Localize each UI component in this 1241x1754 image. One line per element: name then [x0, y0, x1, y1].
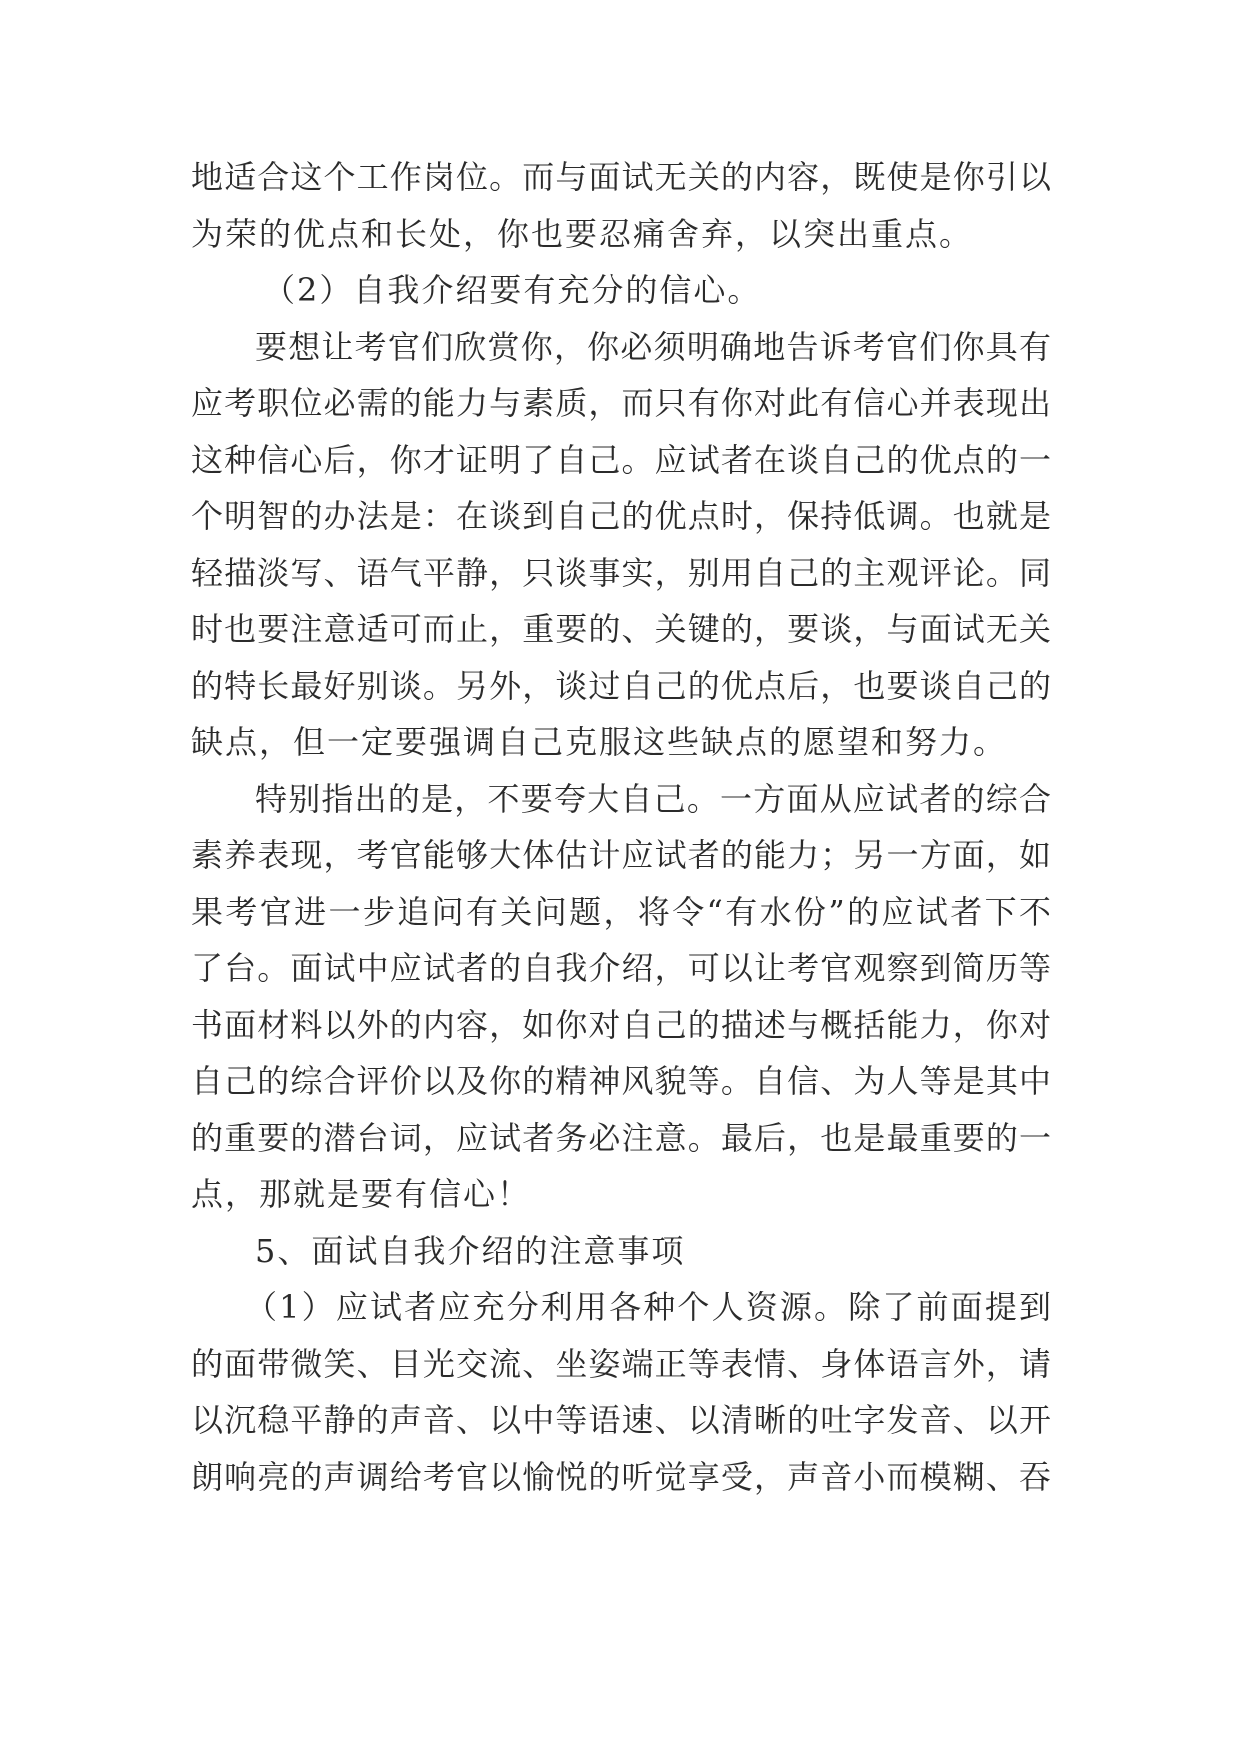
text-line: 要想让考官们欣赏你，你必须明确地告诉考官们你具有 — [255, 327, 1051, 366]
text-line: 个明智的办法是：在谈到自己的优点时，保持低调。也就是 — [191, 497, 1051, 535]
text-line: 朗响亮的声调给考官以愉悦的听觉享受，声音小而模糊、吞 — [191, 1457, 1051, 1496]
text-line: 果考官进一步追问有关问题，将令“有水份”的应试者下不 — [191, 892, 1051, 931]
text-line: 轻描淡写、语气平静，只谈事实，别用自己的主观评论。同 — [191, 553, 1051, 592]
text-line: （1）应试者应充分利用各种个人资源。除了前面提到 — [245, 1288, 1051, 1326]
text-line: 以沉稳平静的声音、以中等语速、以清晰的吐字发音、以开 — [191, 1401, 1051, 1439]
text-line: 的重要的潜台词，应试者务必注意。最后，也是最重要的一 — [191, 1118, 1051, 1157]
text-line: 自己的综合评价以及你的精神风貌等。自信、为人等是其中 — [191, 1062, 1051, 1100]
text-line: 地适合这个工作岗位。而与面试无关的内容，既使是你引以 — [191, 158, 1051, 196]
text-line: 点，那就是要有信心！ — [191, 1175, 532, 1213]
text-line: 为荣的优点和长处，你也要忍痛舍弃，以突出重点。 — [191, 214, 974, 253]
text-line: 应考职位必需的能力与素质，而只有你对此有信心并表现出 — [191, 384, 1051, 422]
text-line: 这种信心后，你才证明了自己。应试者在谈自己的优点的一 — [191, 440, 1051, 479]
text-line: 了台。面试中应试者的自我介绍，可以让考官观察到简历等 — [191, 949, 1051, 987]
document-body — [191, 149, 1051, 1505]
text-line: 特别指出的是，不要夸大自己。一方面从应试者的综合 — [255, 779, 1051, 818]
text-line: 缺点，但一定要强调自己克服这些缺点的愿望和努力。 — [191, 723, 1008, 761]
text-line: 素养表现，考官能够大体估计应试者的能力；另一方面，如 — [191, 836, 1051, 874]
text-line: 的特长最好别谈。另外，谈过自己的优点后，也要谈自己的 — [191, 666, 1051, 705]
text-line: 书面材料以外的内容，如你对自己的描述与概括能力，你对 — [191, 1005, 1051, 1044]
text-line: 时也要注意适可而止，重要的、关键的，要谈，与面试无关 — [191, 610, 1051, 648]
text-line: 的面带微笑、目光交流、坐姿端正等表情、身体语言外，请 — [191, 1344, 1051, 1383]
section-heading-5: 5、面试自我介绍的注意事项 — [255, 1231, 686, 1270]
subheading-2: （2）自我介绍要有充分的信心。 — [263, 271, 762, 309]
